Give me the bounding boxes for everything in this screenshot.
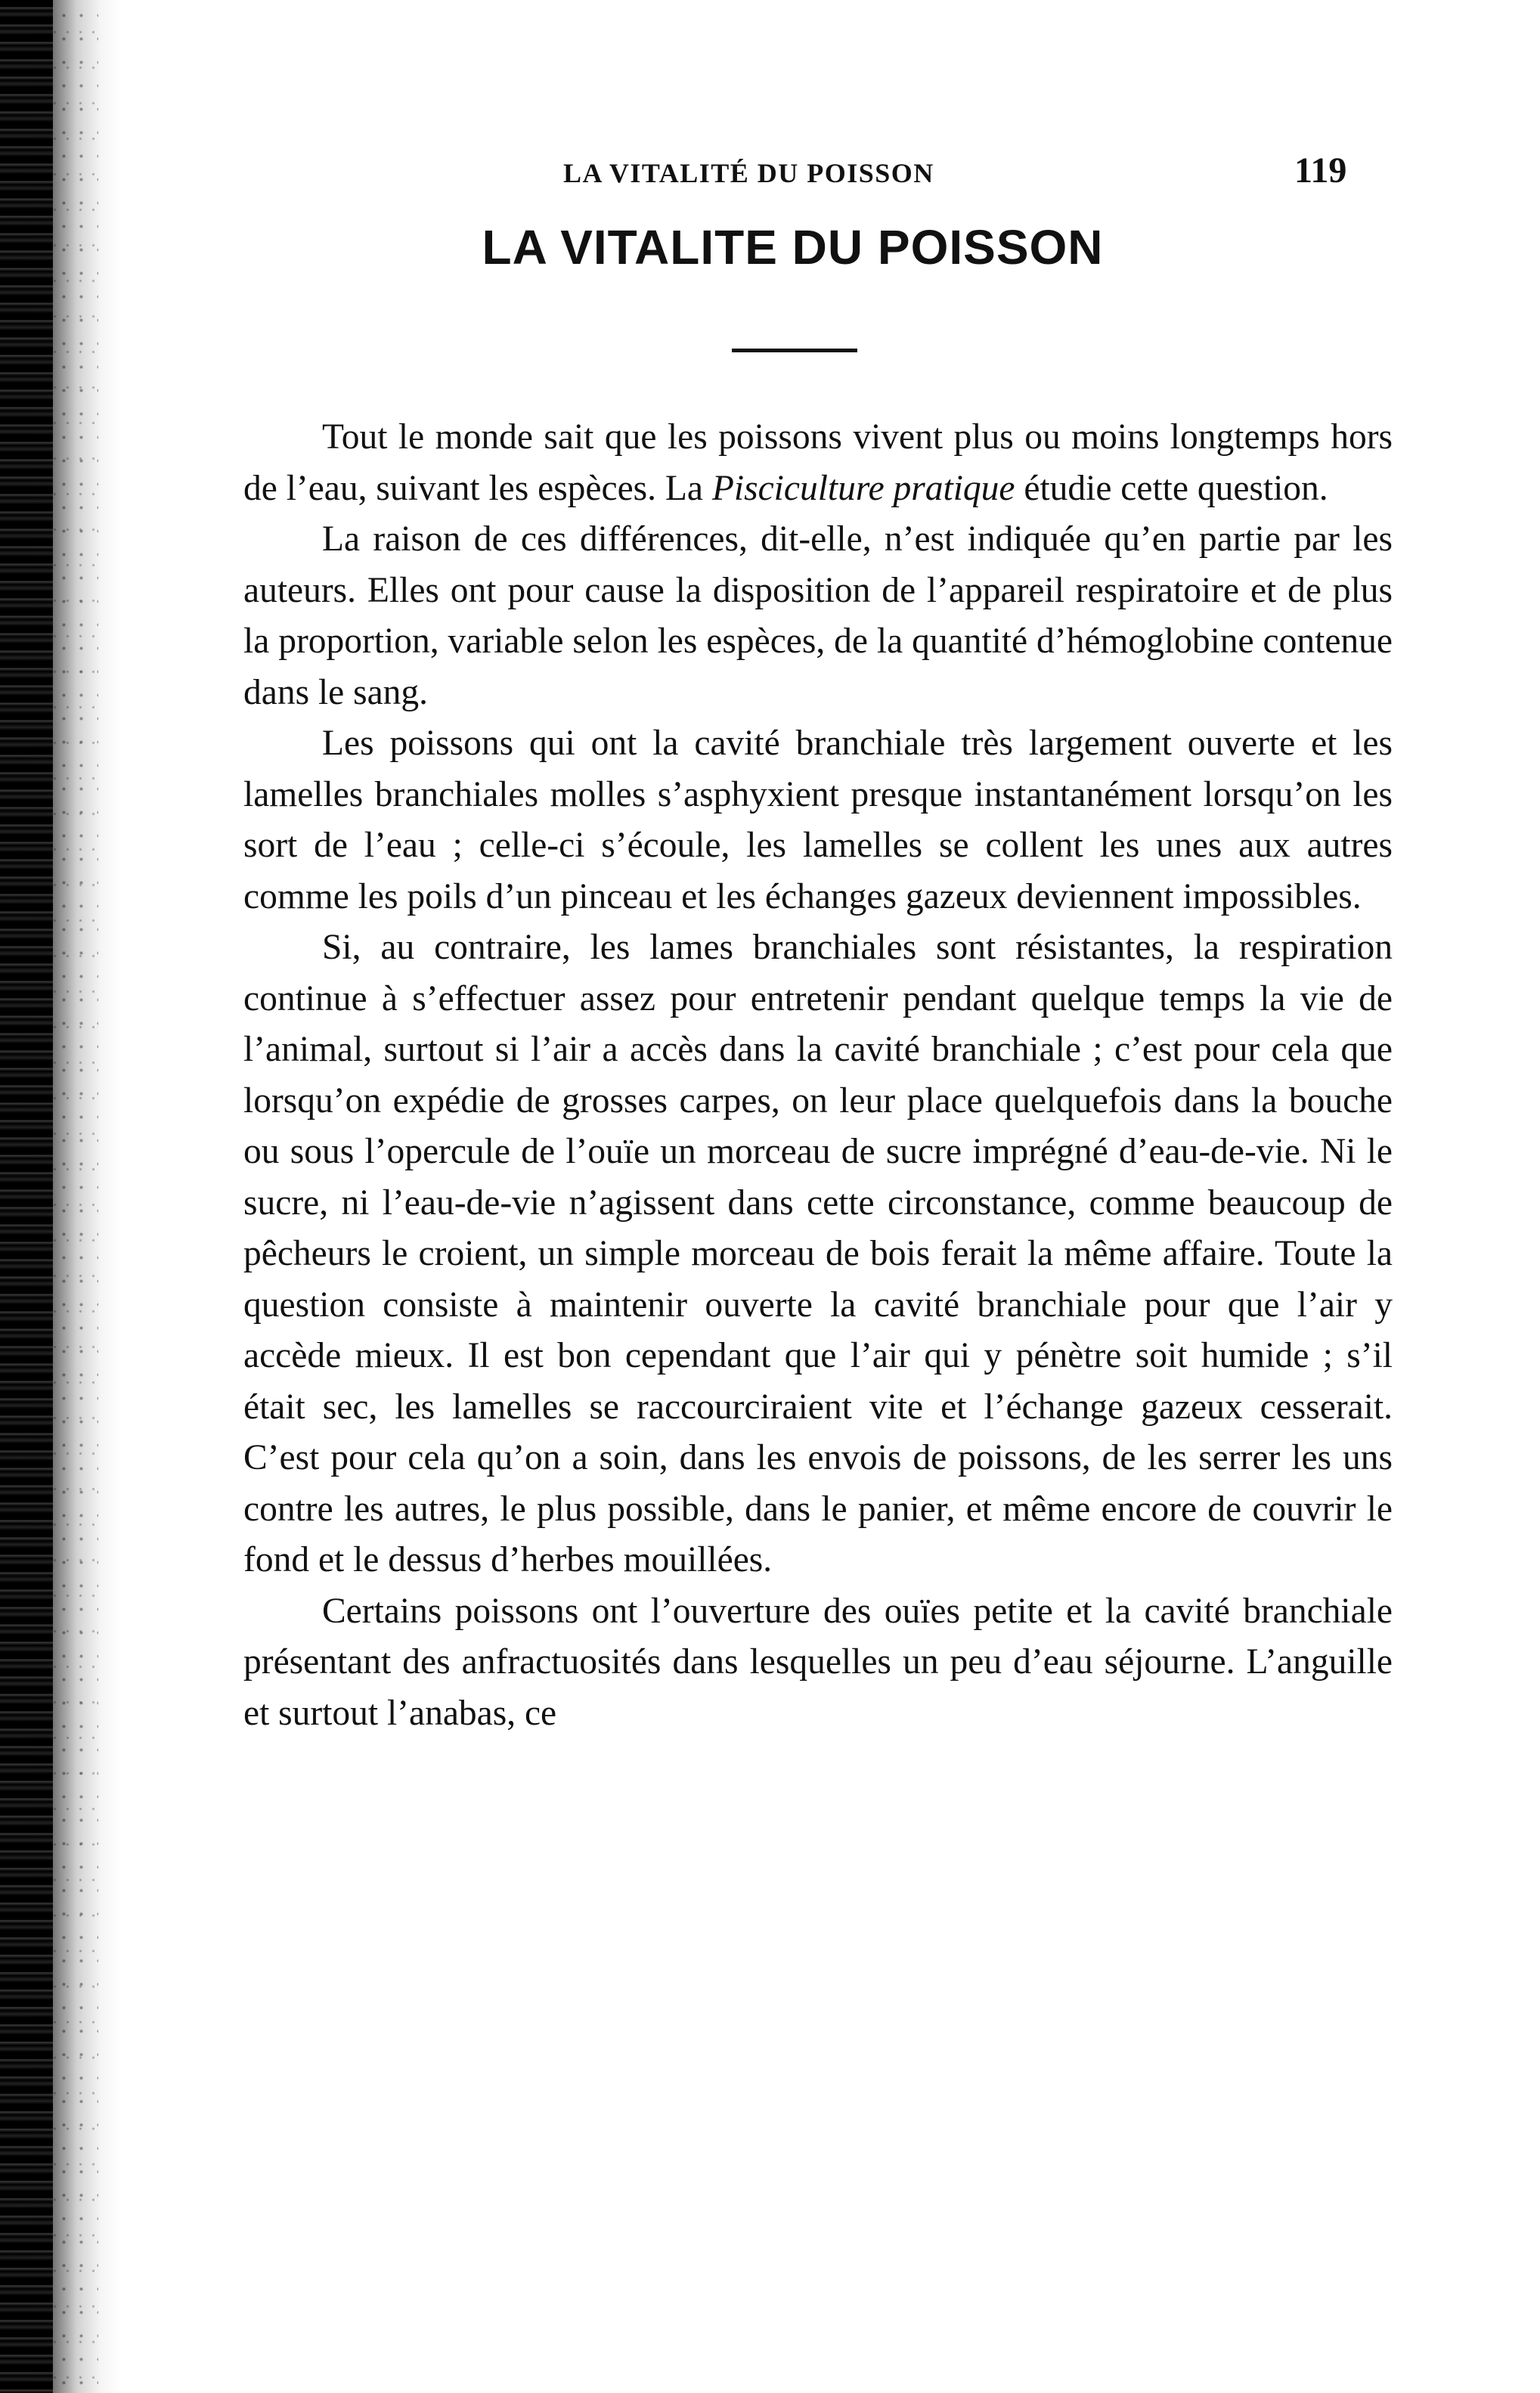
- paragraph-1-end: étudie cette question.: [1015, 468, 1328, 508]
- paragraph-3: Les poissons qui ont la cavité branchiale très largement ouverte et les lamelles branchiales molles s’asphyxient presque instantanément lorsqu’on les sort de l’eau ; celle-ci s’écoule, les lamelles se collent les unes aux autres comme les poils d’un pinceau et les échanges gazeux deviennent impossibles.: [243, 724, 1393, 916]
- running-header: [0, 150, 1540, 195]
- article-body: [243, 412, 1393, 1739]
- title-divider: [732, 349, 857, 352]
- paragraph-1: [243, 412, 1393, 514]
- running-title: LA VITALITÉ DU POISSON: [563, 158, 934, 188]
- paragraph-1-text: Tout le monde sait que les poissons vivent plus ou moins longtemps hors de l’eau, suivant les espèces. La: [243, 417, 1393, 508]
- scan-noise: [53, 0, 98, 2393]
- scan-binding-shadow: [0, 0, 53, 2393]
- paragraph-2: La raison de ces différences, dit-elle, n’est indiquée qu’en partie par les auteurs. Elles ont pour cause la disposition de l’appareil respiratoire et de plus la proportion, variable selon les espèces, de la quantité d’hémoglobine contenue dans le sang.: [243, 519, 1393, 712]
- paragraph-4: Si, au contraire, les lames branchiales sont résistantes, la respiration continue à s’effectuer assez pour entretenir pendant quelque temps la vie de l’animal, surtout si l’air a accès dans la cavité branchiale ; c’est pour cela que lorsqu’on expédie de grosses carpes, on leur place quelquefois dans la bouche ou sous l’opercule de l’ouïe un morceau de sucre imprégné d’eau-de-vie. Ni le sucre, ni l’eau-de-vie n’agissent dans cette circonstance, comme beaucoup de pêcheurs le croient, un simple morceau de bois ferait la même affaire. Toute la question consiste à maintenir ouverte la cavité branchiale pour que l’air y accède mieux. Il est bon cependant que l’air qui y pénètre soit humide ; s’il était sec, les lamelles se raccourciraient vite et l’échange gazeux cesserait. C’est pour cela qu’on a soin, dans les envois de poissons, de les serrer les uns contre les autres, le plus possible, dans le panier, et même encore de couvrir le fond et le dessus d’herbes mouillées.: [243, 928, 1393, 1579]
- paragraph-5: Certains poissons ont l’ouverture des ouïes petite et la cavité branchiale présentant des anfractuosités dans lesquelles un peu d’eau séjourne. L’anguille et surtout l’anabas, ce: [243, 1591, 1393, 1733]
- chapter-title: LA VITALITE DU POISSON: [482, 220, 1104, 274]
- page-number: 119: [1294, 150, 1347, 191]
- publication-title: Pisciculture pratique: [711, 468, 1015, 508]
